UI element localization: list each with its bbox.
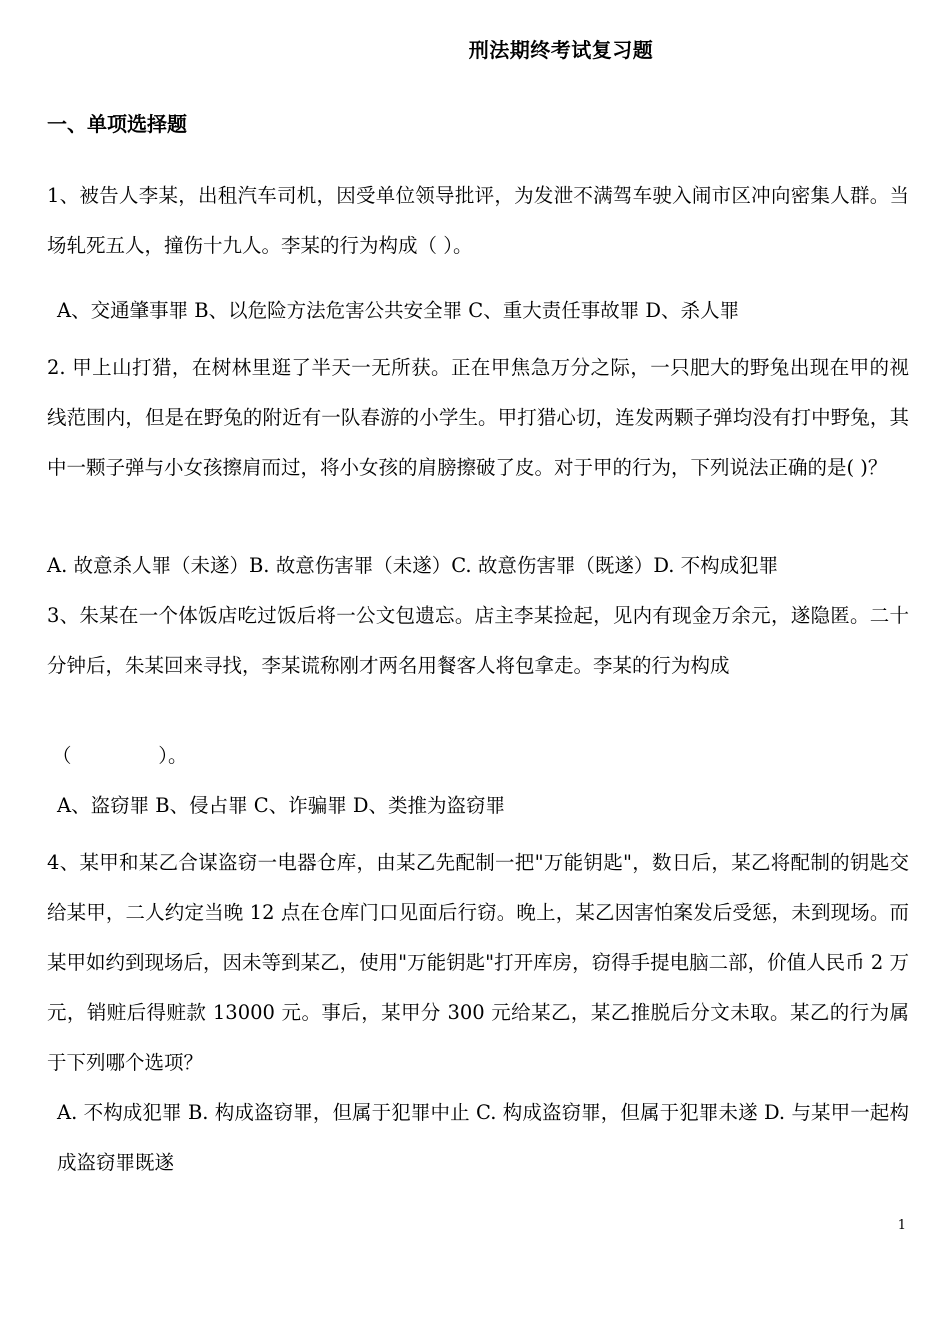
question-3-options: A、盗窃罪 B、侵占罪 C、诈骗罪 D、类推为盗窃罪 <box>57 794 506 817</box>
question-2-options: A. 故意杀人罪（未遂）B. 故意伤害罪（未遂）C. 故意伤害罪（既遂）D. 不构成犯罪 <box>47 554 779 577</box>
question-1-stem: 1、被告人李某，出租汽车司机，因受单位领导批评，为发泄不满驾车驶入闹市区冲向密集人群。当场轧死五人，撞伤十九人。李某的行为构成（ ）。 <box>47 184 909 257</box>
question-4-options: A. 不构成犯罪 B. 构成盗窃罪，但属于犯罪中止 C. 构成盗窃罪，但属于犯罪未遂 D. 与某甲一起构成盗窃罪既遂 <box>57 1101 909 1174</box>
page-number: 1 <box>897 1218 906 1233</box>
question-1-options: A、交通肇事罪 B、以危险方法危害公共安全罪 C、重大责任事故罪 D、杀人罪 <box>57 299 740 322</box>
section-heading: 一、单项选择题 <box>47 112 187 136</box>
question-2-stem: 2. 甲上山打猎，在树林里逛了半天一无所获。正在甲焦急万分之际，一只肥大的野兔出现在甲的视线范围内，但是在野兔的附近有一队春游的小学生。甲打猎心切，连发两颗子弹均没有打中野兔，其中一颗子弹与小女孩擦肩而过，将小女孩的肩膀擦破了皮。对于甲的行为，下列说法正确的是( )？ <box>47 356 909 479</box>
question-4-stem: 4、某甲和某乙合谋盗窃一电器仓库，由某乙先配制一把"万能钥匙"，数日后，某乙将配制的钥匙交给某甲，二人约定当晚 12 点在仓库门口见面后行窃。晚上，某乙因害怕案发后受惩，未到现场。而某甲如约到现场后，因未等到某乙，使用"万能钥匙"打开库房，窃得手提电脑二部，价值人民币 2 万元，销赃后得赃款 13000 元。事后，某甲分 300 元给某乙，某乙推脱后分文未取。某乙的行为属于下列哪个选项？ <box>47 851 909 1074</box>
question-3-stem: 3、朱某在一个体饭店吃过饭后将一公文包遗忘。店主李某捡起，见内有现金万余元，遂隐匿。二十分钟后，朱某回来寻找，李某谎称刚才两名用餐客人将包拿走。李某的行为构成 <box>47 604 909 677</box>
document-title: 刑法期终考试复习题 <box>468 38 654 62</box>
question-3-blank: （ ）。 <box>52 744 188 767</box>
